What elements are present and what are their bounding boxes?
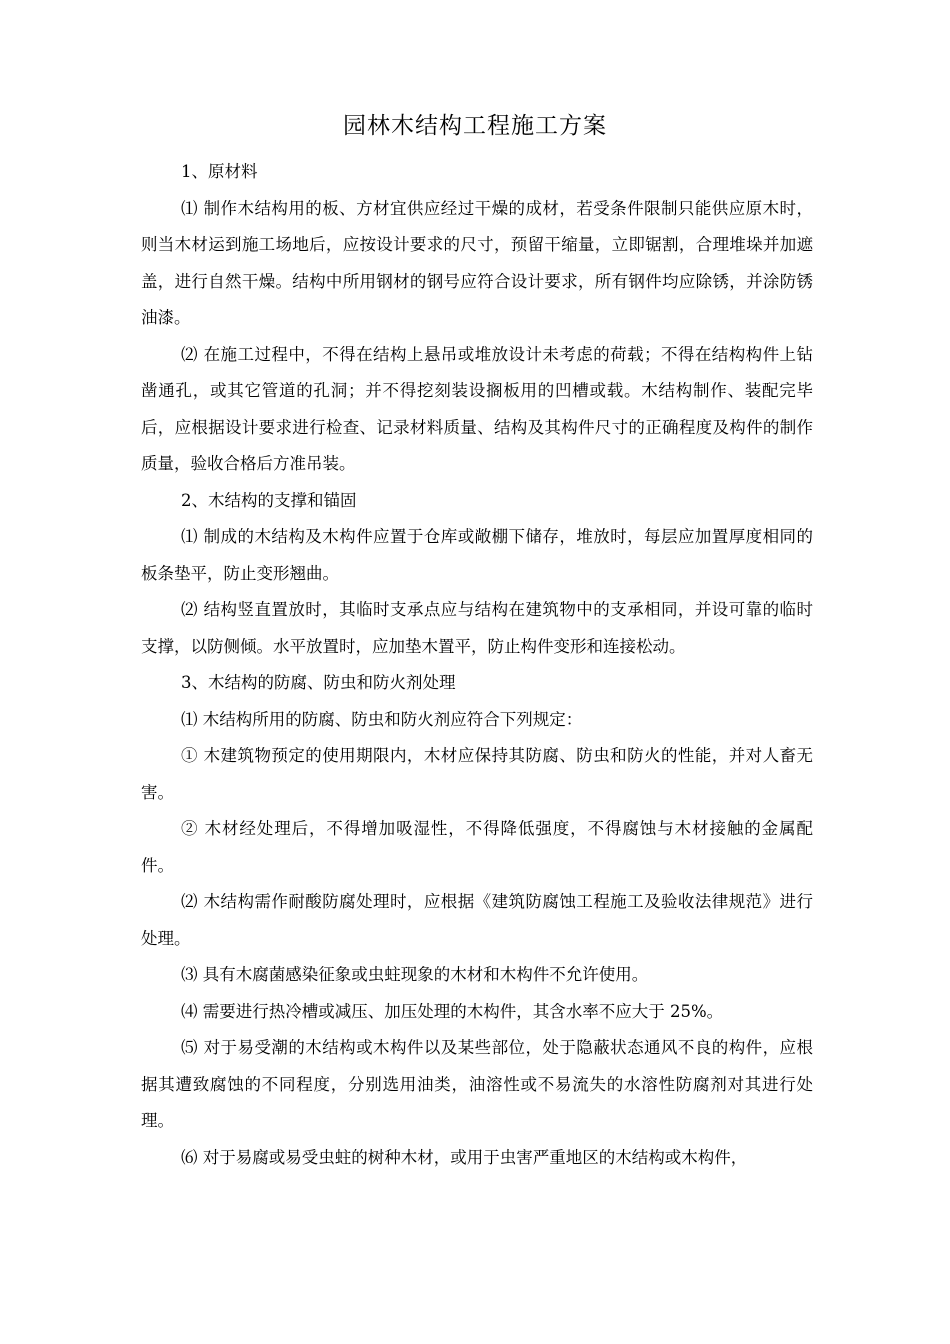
section-heading-raw-materials: 1、原材料 [181,162,258,181]
paragraph: ⑹ 对于易腐或易受虫蛀的树种木材，或用于虫害严重地区的木结构或木构件， [181,1147,748,1167]
paragraph: ⑴ 木结构所用的防腐、防虫和防火剂应符合下列规定： [181,709,583,729]
paragraph: ⑴ 制作木结构用的板、方材宜供应经过干燥的成材，若受条件限制只能供应原木时，则当木材运到施工场地后，应按设计要求的尺寸，预留干缩量，立即锯割，合理堆垛并加遮盖，进行自然干燥。结构中所用钢材的钢号应符合设计要求，所有钢件均应除锈，并涂防锈油漆。 [141,198,813,327]
paragraph: ⑵ 木结构需作耐酸防腐处理时，应根据《建筑防腐蚀工程施工及验收法律规范》进行处理。 [141,892,813,948]
paragraph: ⑶ 具有木腐菌感染征象或虫蛀现象的木材和木构件不允许使用。 [181,965,649,984]
paragraph: ① 木建筑物预定的使用期限内，木材应保持其防腐、防虫和防火的性能，并对人畜无害。 [141,746,813,802]
section-heading-support-anchoring: 2、木结构的支撑和锚固 [181,490,357,510]
document-title: 园林木结构工程施工方案 [343,113,607,139]
paragraph: ② 木材经处理后，不得增加吸湿性，不得降低强度，不得腐蚀与木材接触的金属配件。 [141,819,813,875]
document-body [141,154,813,1176]
section-heading-preservation-treatment: 3、木结构的防腐、防虫和防火剂处理 [181,673,456,692]
paragraph: ⑸ 对于易受潮的木结构或木构件以及某些部位，处于隐蔽状态通风不良的构件，应根据其遭致腐蚀的不同程度，分别选用油类，油溶性或不易流失的水溶性防腐剂对其进行处理。 [141,1038,813,1130]
paragraph: ⑵ 在施工过程中，不得在结构上悬吊或堆放设计未考虑的荷载；不得在结构构件上钻凿通孔，或其它管道的孔洞；并不得挖刻装设搁板用的凹槽或载。木结构制作、装配完毕后，应根据设计要求进行检查、记录材料质量、结构及其构件尺寸的正确程度及构件的制作质量，验收合格后方准吊装。 [141,344,813,473]
paragraph: ⑷ 需要进行热冷槽或减压、加压处理的木构件，其含水率不应大于 25%。 [181,1001,724,1021]
paragraph: ⑴ 制成的木结构及木构件应置于仓库或敞棚下储存，堆放时，每层应加置厚度相同的板条垫平，防止变形翘曲。 [141,527,813,583]
paragraph: ⑵ 结构竖直置放时，其临时支承点应与结构在建筑物中的支承相同，并设可靠的临时支撑，以防侧倾。水平放置时，应加垫木置平，防止构件变形和连接松动。 [141,600,813,656]
